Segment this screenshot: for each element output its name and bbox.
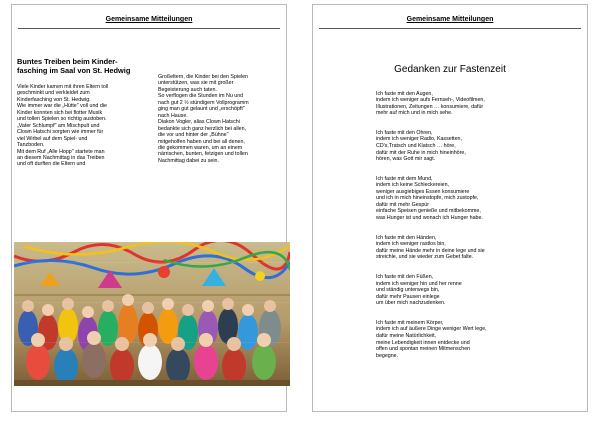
poem-stanza: Ich faste mit den Augen, indem ich weniger aufs Fernseh-, Videofilmen, Illustrationen, Zeitungen … konsumiere, dafür mehr auf mich und in mich sehe. — [376, 90, 485, 117]
poem-stanza: Ich faste mit meinem Körper, indem ich auf äußere Dinge weniger Wert lege, dafür meine Natürlichkeit, meine Lebendigkeit innen entdecke und offen und spontan meinen Mitmenschen begegne. — [376, 319, 487, 359]
meditation-text — [376, 84, 576, 372]
article-column-left: Viele Kinder kamen mit ihren Eltern toll geschminkt und verkleidet zum Kinderfasching von St. Hedwig. Wie immer war die „Hütte" voll und die Kinder konnten sich bei flotter Musik und tollen Spielen so richtig austoben. „Vater Schlumpf" am Mischpult und Clown Hatschi sorgten wie immer für viel Wirbel auf dem Spiel- und Tanzboden. Mit dem Ruf „Alle Hopp" startete man an diesem Nachmittag in das Treiben und oft durften die Eltern und — [17, 84, 109, 168]
header-divider — [319, 28, 581, 29]
left-page — [11, 4, 287, 412]
page-header: Gemeinsame Mitteilungen — [406, 16, 494, 23]
right-page — [312, 4, 588, 412]
article-title — [17, 57, 157, 75]
poem-stanza: Ich faste mit den Ohren, indem ich weniger Radio, Kassetten, CD's,Tratsch und Klatsch … höre, dafür mit der Ruhe in mich hineinhöre, hören, was Gott mir sagt. — [376, 129, 466, 163]
poem-stanza: Ich faste mit den Händen, indem ich weniger rastlos bin, dafür meine Hände mehr in deine lege und sie streichle, und sie wieder zum Gebet falte. — [376, 234, 485, 261]
page-header: Gemeinsame Mitteilungen — [105, 16, 193, 23]
header-divider — [18, 28, 280, 29]
article-title-line: Buntes Treiben beim Kinder- — [17, 57, 118, 66]
article-column-right: Großeltern, die Kinder bei den Spielen unterstützen, was sie mit großer Begeisterung auch taten. So verflogen die Stunden im Nu und nach gut 2 ½ stündigem Vollprogramm ging man gut gelaunt und „erschöpft" nach Hause. Diakon Vogler, alias Clown Hatschi bedankte sich ganz herzlich bei allen, die vor und hinter der „Bühne" mitgeholfen haben und bei all denen, die gekommen waren, um an einem närrischen, bunten, fetzigen und tollen Nachmittag dabei zu sein. — [158, 74, 249, 164]
article-title-line: fasching im Saal von St. Hedwig — [17, 66, 131, 75]
carnival-group-photo — [14, 242, 290, 386]
meditation-title: Gedanken zur Fastenzeit — [394, 64, 506, 75]
poem-stanza: Ich faste mit den Füßen, indem ich weniger hin und her renne und ständig unterwegs bin, dafür mehr Pausen einlege um über mich nachzudenken. — [376, 274, 462, 307]
poem-stanza: Ich faste mit dem Mund, indem ich keine Schleckereien, weniger ausgiebiges Essen konsumiere und ich in mich hineinstopfe, mich zustopfe, dafür mit mehr Gespür einfache Speisen genieße und mitbekomme, was Hunger ist und wonach ich Hunger habe. — [376, 175, 483, 222]
